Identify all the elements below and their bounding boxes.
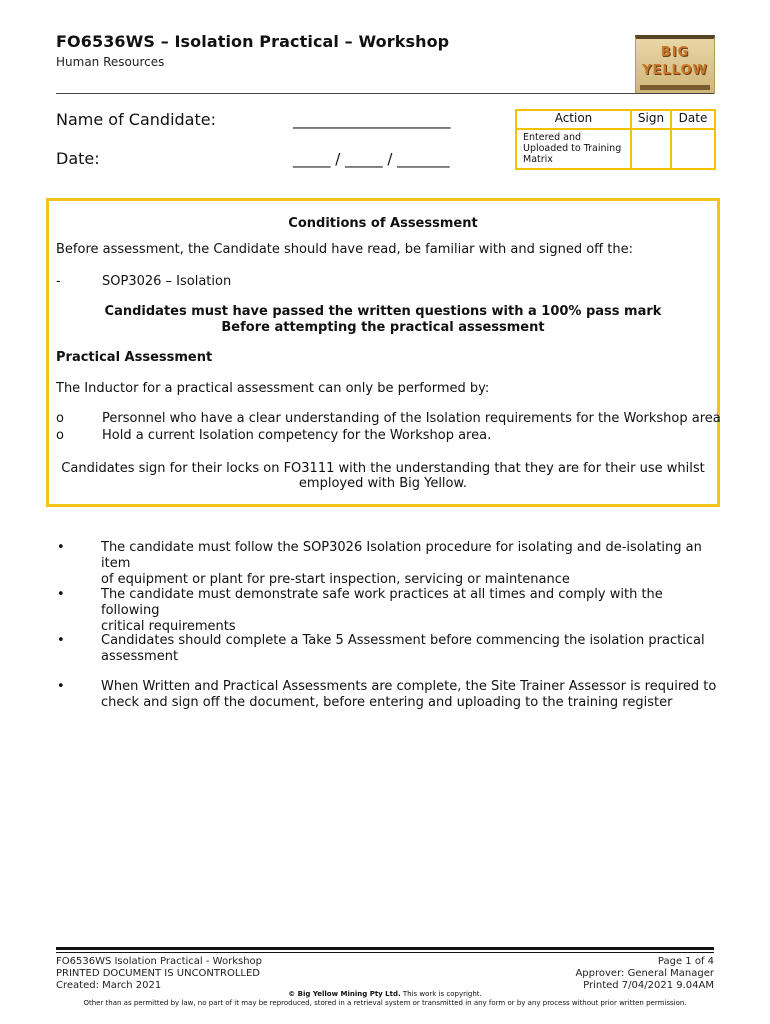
date-label: Date:	[56, 149, 100, 168]
footer-divider-thick	[56, 947, 714, 950]
action-header: Action	[516, 110, 631, 129]
sop-item: SOP3026 – Isolation	[102, 274, 232, 289]
inductor-item: Hold a current Isolation competency for the Workshop area.	[102, 428, 492, 443]
sop-dash: -	[56, 274, 61, 289]
header-divider	[56, 93, 714, 94]
bullet-dot: •	[57, 540, 65, 555]
footer-page-number: Page 1 of 4	[657, 956, 714, 967]
action-sign-date-table	[515, 109, 716, 170]
action-cell: Entered and Uploaded to Training Matrix	[516, 129, 631, 169]
name-of-candidate-label: Name of Candidate:	[56, 110, 216, 129]
conditions-title: Conditions of Assessment	[288, 216, 478, 231]
list-item-line: check and sign off the document, before entering and uploading to the training register	[101, 695, 673, 710]
footer-divider-thin	[56, 952, 714, 953]
list-item	[101, 540, 721, 588]
bullet-dot: •	[57, 633, 65, 648]
inductor-text: The Inductor for a practical assessment can only be performed by:	[56, 381, 490, 396]
inductor-bullet: o	[56, 428, 64, 443]
footer-document-name: FO6536WS Isolation Practical - Workshop	[56, 956, 263, 967]
list-item-line: When Written and Practical Assessments are complete, the Site Trainer Assessor is required to	[101, 679, 717, 694]
name-of-candidate-field[interactable]: _____________________	[293, 111, 451, 129]
copyright-holder: © Big Yellow Mining Pty Ltd.	[288, 990, 401, 998]
department-subtitle: Human Resources	[56, 55, 165, 69]
copyright-text: This work is copyright.	[402, 990, 482, 998]
document-title: FO6536WS – Isolation Practical – Workshop	[56, 32, 450, 51]
footer-approver: Approver: General Manager	[575, 968, 714, 979]
list-item	[101, 679, 721, 711]
bullet-dot: •	[57, 679, 65, 694]
conditions-intro: Before assessment, the Candidate should have read, be familiar with and signed off the:	[56, 242, 633, 257]
footer-printed-date: Printed 7/04/2021 9.04AM	[583, 980, 714, 991]
big-yellow-logo	[635, 35, 715, 94]
list-item	[101, 633, 721, 665]
locks-line-2: employed with Big Yellow.	[298, 476, 468, 491]
list-item-line: critical requirements	[101, 619, 236, 634]
footer-copyright	[0, 990, 770, 998]
logo-text-big: BIG	[660, 45, 690, 60]
conditions-of-assessment-box	[46, 198, 720, 507]
list-item	[101, 587, 721, 635]
list-item-line: The candidate must follow the SOP3026 Isolation procedure for isolating and de-isolating an item	[101, 540, 702, 571]
sign-header: Sign	[631, 110, 671, 129]
sign-cell[interactable]	[631, 129, 671, 169]
footer-left	[56, 956, 262, 992]
bullet-dot: •	[57, 587, 65, 602]
list-item-line: assessment	[101, 649, 179, 664]
pass-mark-line-2: Before attempting the practical assessment	[221, 320, 545, 335]
inductor-bullet: o	[56, 411, 64, 426]
footer-right	[575, 956, 714, 992]
list-item-line: of equipment or plant for pre-start inspection, servicing or maintenance	[101, 572, 570, 587]
date-header: Date	[671, 110, 715, 129]
list-item-line: Candidates should complete a Take 5 Assessment before commencing the isolation practical	[101, 633, 705, 648]
list-item-line: The candidate must demonstrate safe work practices at all times and comply with the following	[101, 587, 663, 618]
date-field[interactable]: _____ / _____ / _______	[293, 150, 450, 168]
logo-text-yellow: YELLOW	[642, 63, 708, 78]
footer-created-date: Created: March 2021	[56, 980, 162, 991]
footer-uncontrolled-notice: PRINTED DOCUMENT IS UNCONTROLLED	[56, 968, 260, 979]
footer-permission-notice: Other than as permitted by law, no part of it may be reproduced, stored in a retrieval system or transmitted in any form or by any process without prior written permission.	[83, 999, 687, 1007]
inductor-item: Personnel who have a clear understanding of the Isolation requirements for the Workshop area	[102, 411, 721, 426]
locks-line-1: Candidates sign for their locks on FO3111 with the understanding that they are for their use whilst	[61, 461, 705, 476]
practical-assessment-heading: Practical Assessment	[56, 350, 213, 365]
logo-base	[640, 85, 710, 90]
date-cell[interactable]	[671, 129, 715, 169]
pass-mark-line-1: Candidates must have passed the written questions with a 100% pass mark	[104, 304, 662, 319]
